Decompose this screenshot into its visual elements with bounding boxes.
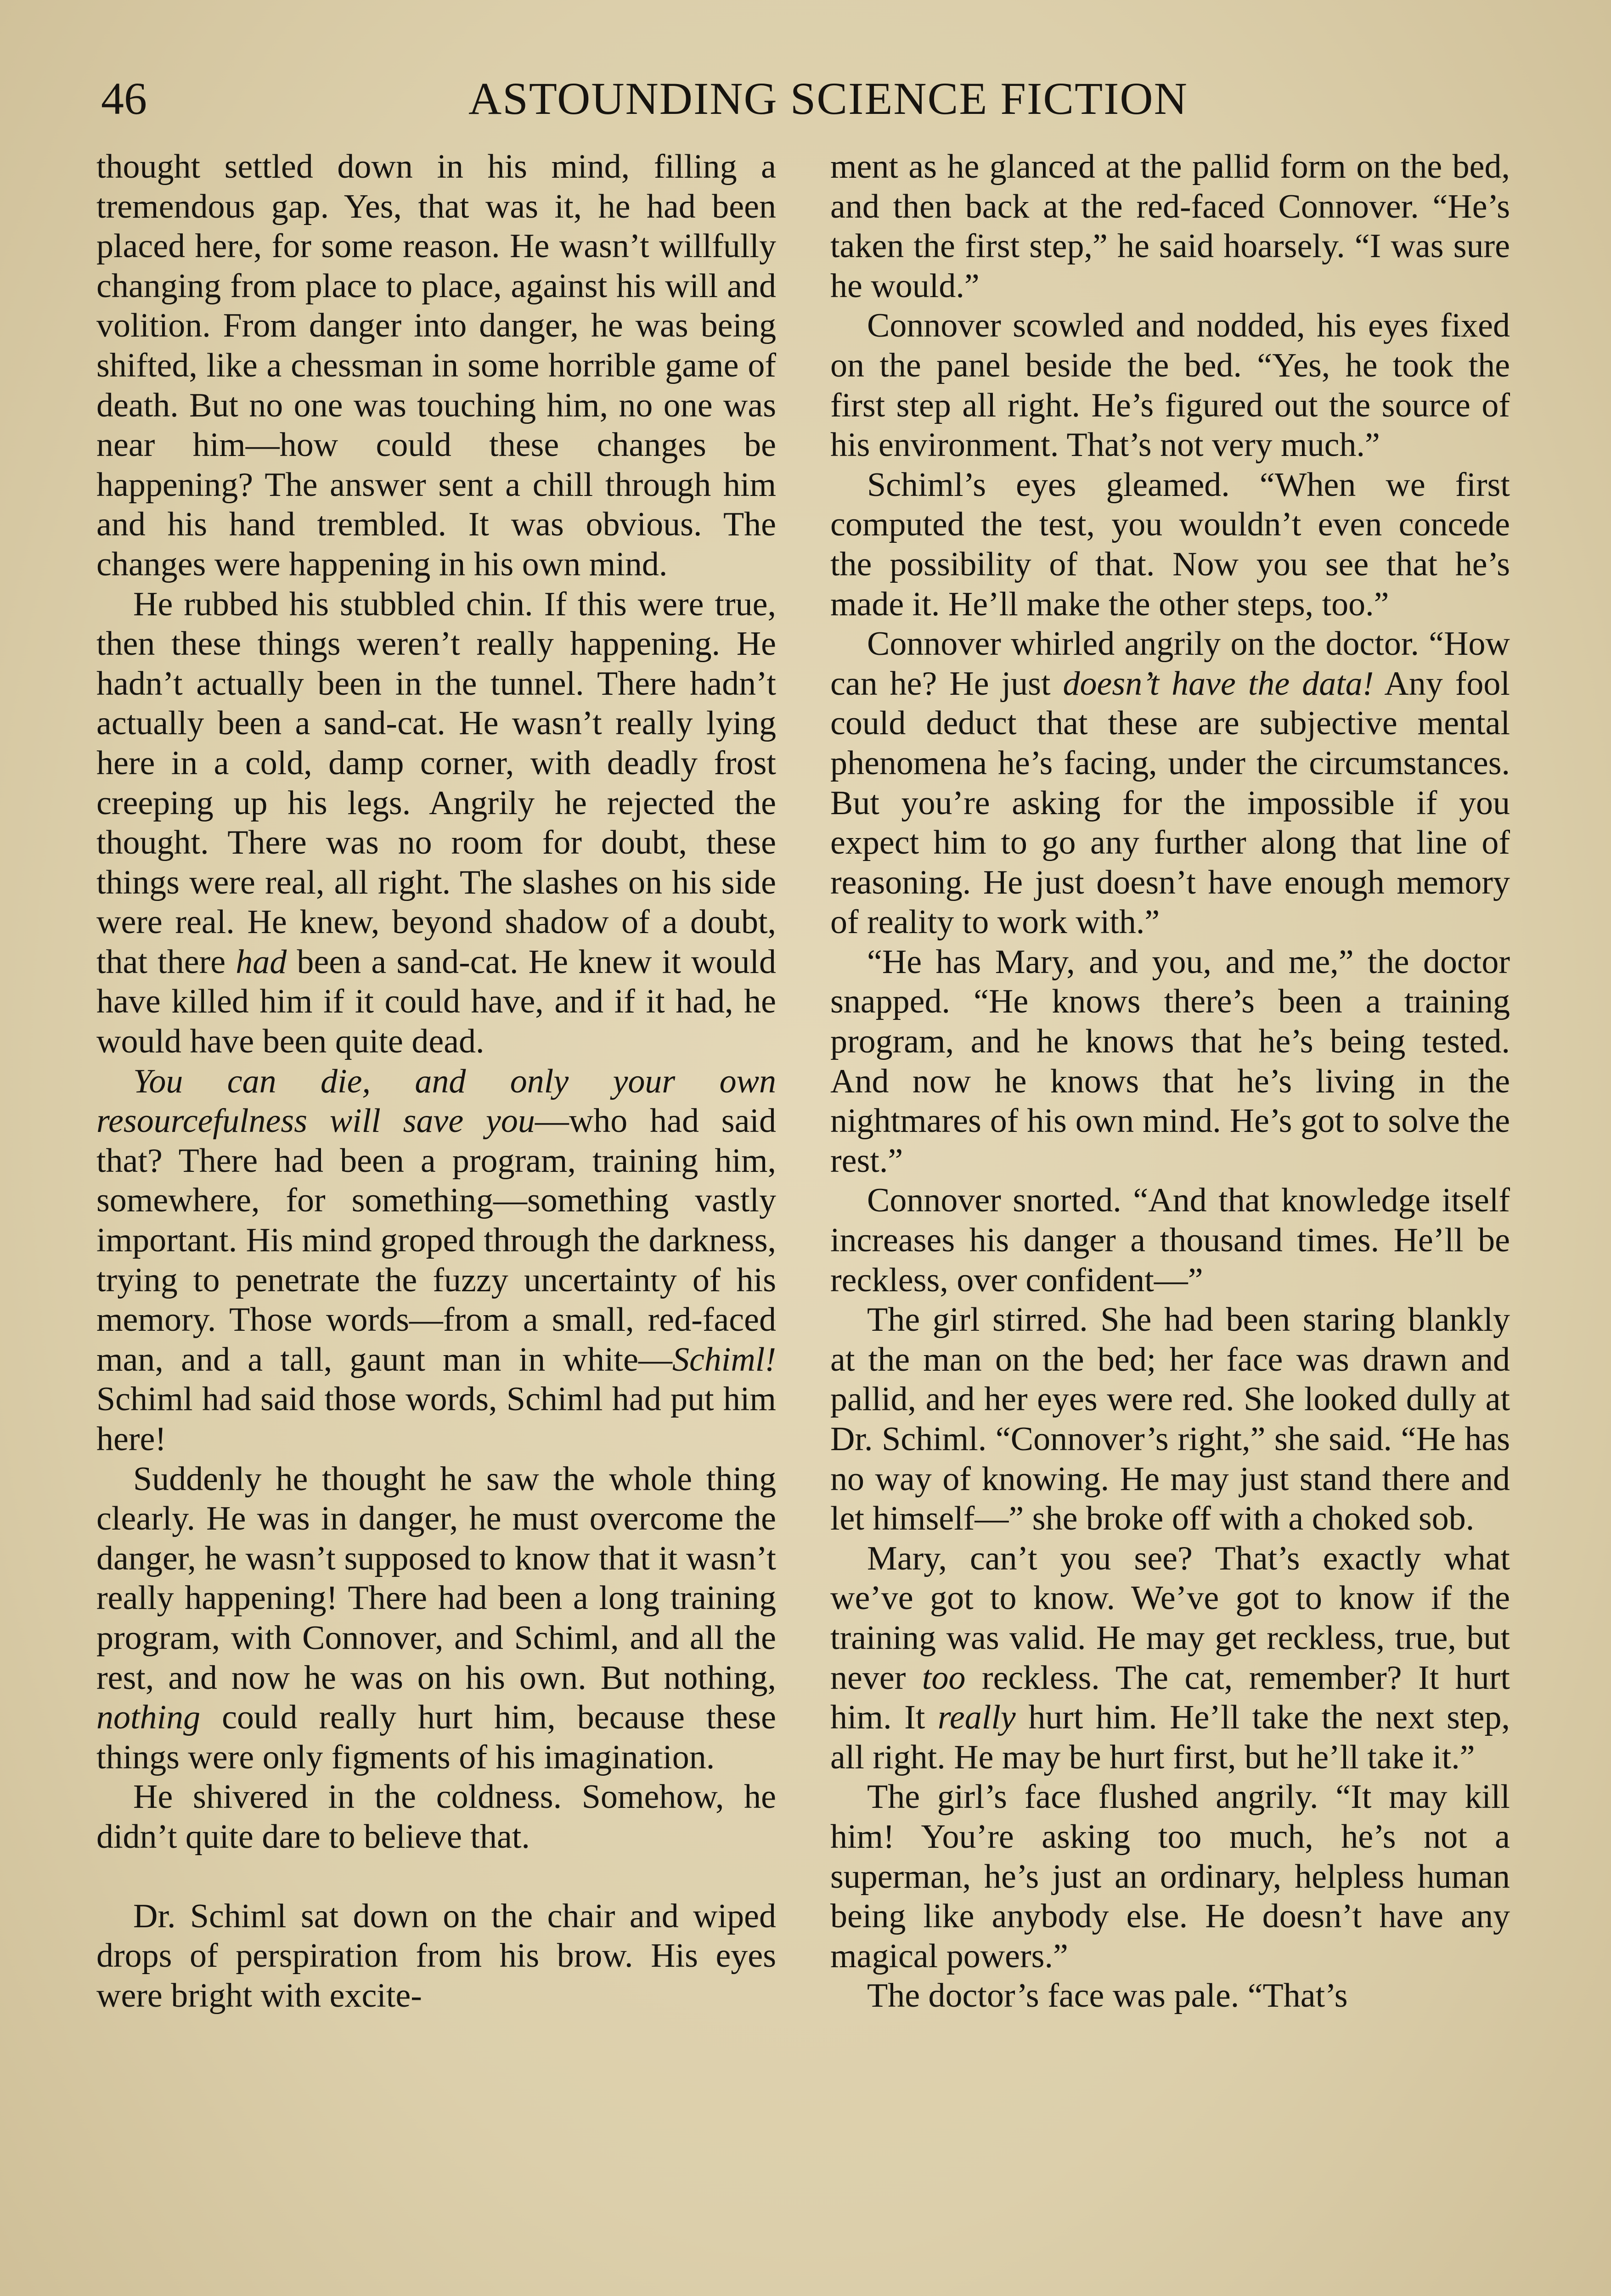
paragraph: Connover scowled and nodded, his eyes fixed on the panel beside the bed. “Yes, he took the first step all right. He’s figured out the source of his environment. That’s not very much.” bbox=[830, 307, 1510, 464]
paragraph: Connover snorted. “And that knowledge itself increases his danger a thousand times. He’ll be reckless, over confident—” bbox=[830, 1182, 1510, 1299]
paragraph: Dr. Schiml sat down on the chair and wiped drops of perspiration from his brow. His eyes were bright with excite- bbox=[96, 1897, 776, 2015]
left-column bbox=[96, 147, 776, 2015]
page-header bbox=[101, 69, 1525, 129]
paragraph: thought settled down in his mind, filling a tremendous gap. Yes, that was it, he had been placed here, for some reason. He wasn’t willfully changing from place to place, against his will and volition. From danger into danger, he was being shifted, like a chessman in some horrible game of death. But no one was touching him, no one was near him—how could these changes be happening? The answer sent a chill through him and his hand trembled. It was obvious. The changes were happening in his own mind. bbox=[96, 148, 776, 583]
paragraph: ment as he glanced at the pallid form on the bed, and then back at the red-faced Connover. “He’s taken the first step,” he said hoarsely. “I was sure he would.” bbox=[830, 148, 1510, 305]
page-number: 46 bbox=[101, 73, 147, 124]
paragraph: The doctor’s face was pale. “That’s bbox=[867, 1977, 1348, 2015]
paragraph: Connover whirled angrily on the doctor. “How can he? He just doesn’t have the data! Any fool could deduct that these are subjective mental phenomena he’s facing, under the circumstances. But you’re asking for the impossible if you expect him to go any further along that line of reasoning. He just doesn’t have enough memory of reality to work with.” bbox=[830, 625, 1510, 941]
paragraph: He shivered in the coldness. Somehow, he didn’t quite dare to believe that. bbox=[96, 1778, 776, 1856]
paragraph: The girl stirred. She had been staring blankly at the man on the bed; her face was drawn and pallid, and her eyes were red. She looked dully at Dr. Schiml. “Connover’s right,” she said. “He has no way of knowing. He may just stand there and let himself—” she broke off with a choked sob. bbox=[830, 1301, 1510, 1538]
paragraph: Mary, can’t you see? That’s exactly what we’ve got to know. We’ve got to know if the training was valid. He may get reckless, true, but never too reckless. The cat, remember? It hurt him. It really hurt him. He’ll take the next step, all right. He may be hurt first, but he’ll take it.” bbox=[830, 1539, 1510, 1776]
paragraph: You can die, and only your own resourcefulness will save you—who had said that? There had been a program, training him, somewhere, for something—something vastly important. His mind groped through the darkness, trying to penetrate the fuzzy uncertainty of his memory. Those words—from a small, red-faced man, and a tall, gaunt man in white—Schiml! Schiml had said those words, Schiml had put him here! bbox=[96, 1062, 776, 1458]
paragraph: The girl’s face flushed angrily. “It may kill him! You’re asking too much, he’s not a superman, he’s just an ordinary, helpless human being like anybody else. He doesn’t have any magical powers.” bbox=[830, 1778, 1510, 1975]
running-head: ASTOUNDING SCIENCE FICTION bbox=[468, 73, 1188, 124]
paragraph: “He has Mary, and you, and me,” the doctor snapped. “He knows there’s been a training program, and he knows that he’s being tested. And now he knows that he’s living in the nightmares of his own mind. He’s got to solve the rest.” bbox=[830, 943, 1510, 1180]
paragraph: He rubbed his stubbled chin. If this were true, then these things weren’t really happening. He hadn’t actually been in the tunnel. There hadn’t actually been a sand-cat. He wasn’t really lying here in a cold, damp corner, with deadly frost creeping up his legs. Angrily he rejected the thought. There was no room for doubt, these things were real, all right. The slashes on his side were real. He knew, beyond shadow of a doubt, that there had been a sand-cat. He knew it would have killed him if it could have, and if it had, he would have been quite dead. bbox=[96, 585, 776, 1061]
right-column bbox=[830, 147, 1510, 2016]
paragraph: Suddenly he thought he saw the whole thing clearly. He was in danger, he must overcome the danger, he wasn’t supposed to know that it wasn’t really happening! There had been a long training program, with Connover, and Schiml, and all the rest, and now he was on his own. But nothing, nothing could really hurt him, because these things were only figments of his imagination. bbox=[96, 1460, 776, 1776]
paragraph: Schiml’s eyes gleamed. “When we first computed the test, you wouldn’t even concede the possibility of that. Now you see that he’s made it. He’ll make the other steps, too.” bbox=[830, 466, 1510, 623]
